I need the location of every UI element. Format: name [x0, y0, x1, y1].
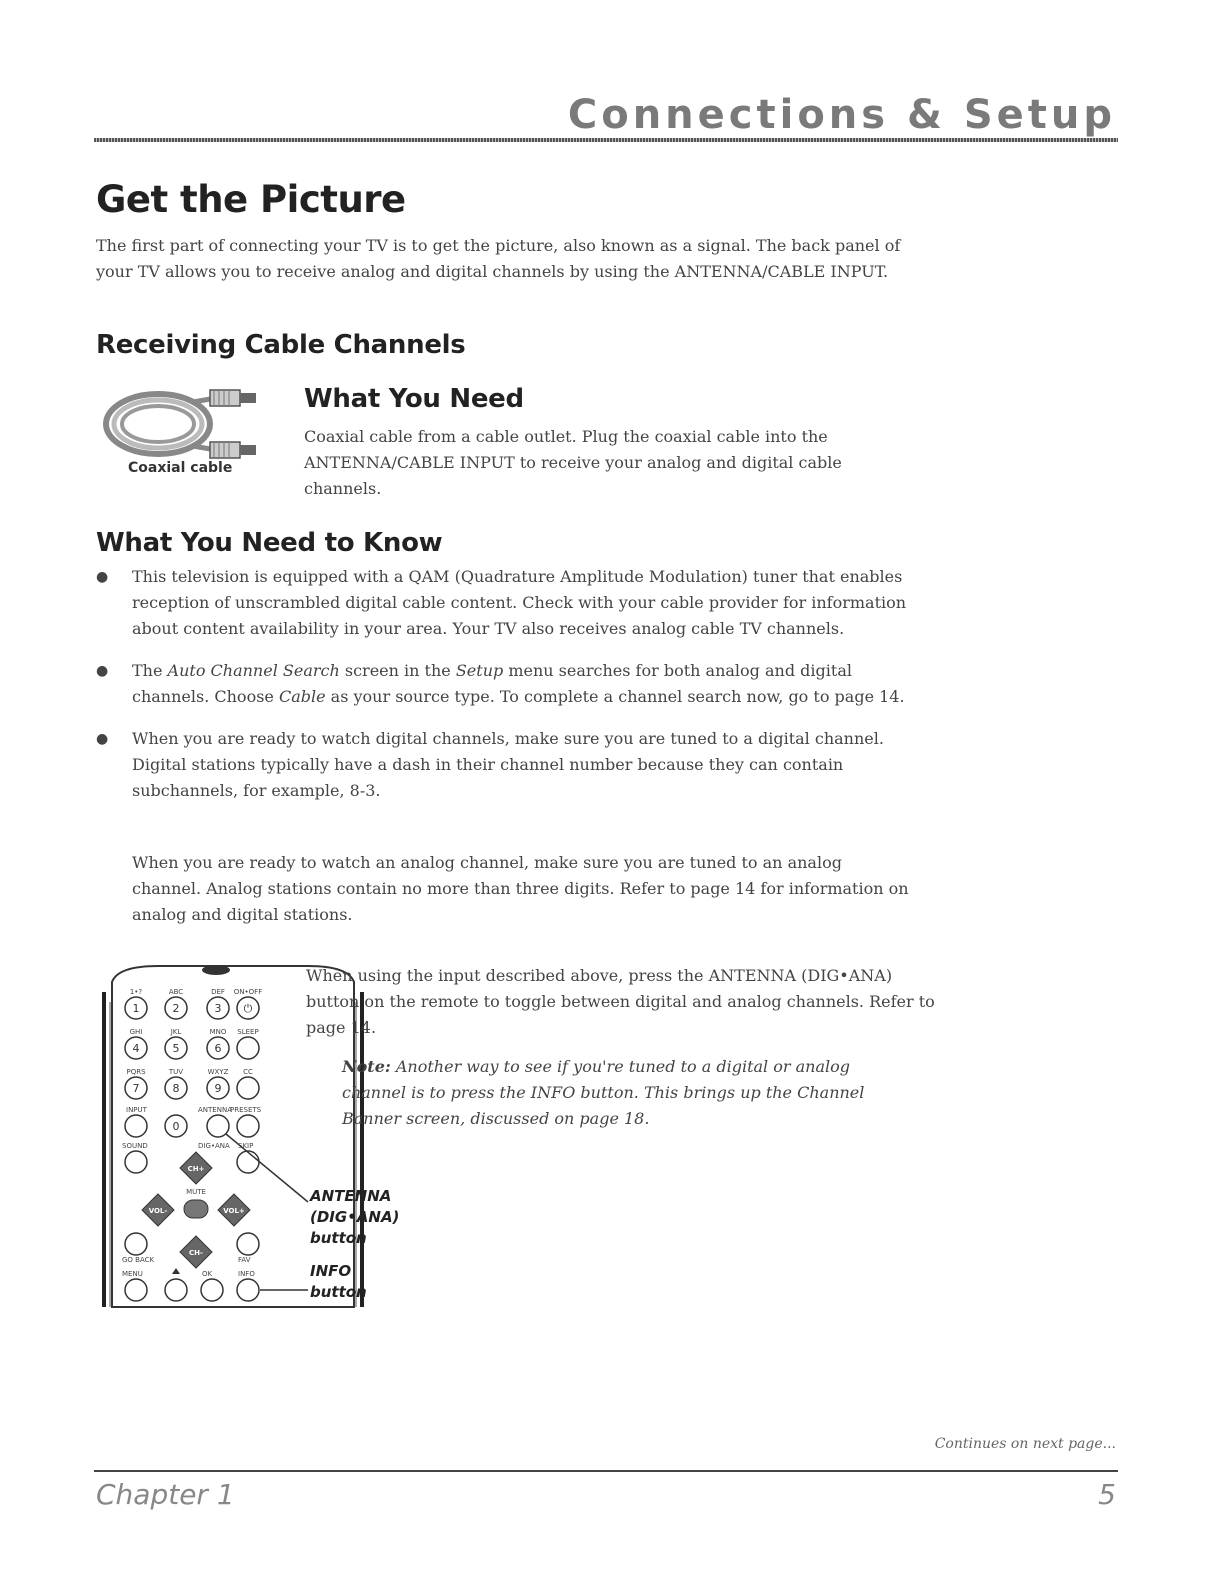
footer-rule — [94, 1470, 1118, 1472]
ch-up-label: CH+ — [187, 1165, 205, 1173]
callout-line: button — [310, 1283, 367, 1301]
remote-label: TUV — [168, 1068, 184, 1076]
bullet-text: When you are ready to watch digital channels, make sure you are tuned to a digital channel. Digital stations typically have a dash in their channel number because they can contain subchannels, for example, 8-3. — [132, 729, 884, 800]
callout-line: button — [310, 1229, 367, 1247]
callout-line: (DIG•ANA) — [310, 1208, 400, 1226]
key-3: 3 — [214, 1002, 222, 1015]
coaxial-cable-image — [98, 384, 268, 464]
key-6: 6 — [214, 1042, 222, 1055]
callout-line: INFO — [310, 1262, 352, 1280]
key-4: 4 — [132, 1042, 140, 1055]
what-you-need-heading: What You Need — [304, 384, 524, 414]
remote-label: MNO — [209, 1028, 227, 1036]
remote-label: CC — [243, 1068, 253, 1076]
bullet-icon: ● — [96, 569, 109, 585]
note-label: Note: — [342, 1057, 391, 1076]
key-1: 1 — [132, 1002, 140, 1015]
remote-label: ANTENNA — [198, 1106, 232, 1114]
page-title: Get the Picture — [96, 178, 406, 221]
header-rule — [94, 138, 1118, 142]
page-number: 5 — [1098, 1478, 1116, 1511]
bullet-text-pre: The — [132, 661, 168, 680]
bullet-icon: ● — [96, 663, 109, 679]
remote-label: WXYZ — [207, 1068, 229, 1076]
bullet-text-post: as your source type. To complete a channel search now, go to page 14. — [325, 687, 905, 706]
antenna-button-callout — [310, 1186, 399, 1249]
section-title: Connections & Setup — [567, 92, 1116, 138]
remote-label: DEF — [211, 988, 225, 996]
bullet-text: This television is equipped with a QAM (Quadrature Amplitude Modulation) tuner that enables reception of unscrambled digital cable content. Check with your cable provider for information about content availability in your area. Your TV also receives analog cable TV channels. — [132, 567, 907, 638]
remote-label: INPUT — [126, 1106, 147, 1114]
note-text: Another way to see if you're tuned to a digital or analog channel is to press the INFO button. This brings up the Channel Banner screen, discussed on page 18. — [342, 1057, 865, 1128]
remote-label: SLEEP — [237, 1028, 259, 1036]
remote-label: SOUND — [122, 1142, 148, 1150]
list-item — [96, 726, 916, 804]
list-item — [96, 658, 916, 710]
ch-down-label: CH- — [189, 1249, 203, 1257]
remote-label: 1•? — [129, 988, 143, 996]
remote-label: GHI — [129, 1028, 143, 1036]
bullet-text-mid: screen in the — [339, 661, 456, 680]
key-2: 2 — [172, 1002, 180, 1015]
auto-channel-search-term: Auto Channel Search — [167, 661, 340, 680]
remote-label: SKIP — [238, 1142, 254, 1150]
intro-paragraph: The first part of connecting your TV is to get the picture, also known as a signal. The back panel of your TV allows you to receive analog and digital channels by using the ANTENNA/CABLE INPUT. — [96, 236, 901, 281]
key-9: 9 — [214, 1082, 222, 1095]
cable-term: Cable — [278, 687, 326, 706]
key-7: 7 — [132, 1082, 140, 1095]
remote-label: ABC — [168, 988, 184, 996]
list-item — [96, 564, 916, 642]
remote-label: INFO — [238, 1270, 255, 1278]
remote-label: GO BACK — [122, 1256, 155, 1264]
setup-term: Setup — [455, 661, 504, 680]
remote-label: DIG•ANA — [198, 1142, 230, 1150]
remote-label: PRESETS — [230, 1106, 262, 1114]
vol-down-label: VOL- — [148, 1207, 168, 1215]
vol-up-label: VOL+ — [223, 1207, 245, 1215]
cable-heading: Receiving Cable Channels — [96, 330, 466, 360]
power-icon: ⏻ — [243, 1002, 253, 1015]
remote-label: PQRS — [126, 1068, 146, 1076]
key-5: 5 — [172, 1042, 180, 1055]
remote-label: MENU — [122, 1270, 143, 1278]
continues-note: Continues on next page... — [934, 1436, 1116, 1452]
chapter-label: Chapter 1 — [96, 1478, 235, 1511]
coaxial-cable-caption: Coaxial cable — [128, 460, 233, 476]
bullet-icon: ● — [96, 731, 109, 747]
remote-label: OK — [202, 1270, 213, 1278]
know-bullet-list — [96, 564, 916, 820]
callout-line: ANTENNA — [310, 1187, 392, 1205]
bullet-text-mid: menu searches for both analog and digital channels. Choose — [132, 661, 852, 706]
remote-label: MUTE — [186, 1188, 206, 1196]
note-paragraph — [342, 1054, 902, 1132]
analog-paragraph: When you are ready to watch an analog channel, make sure you are tuned to an analog channel. Analog stations contain no more than three digits. Refer to page 14 for information on analog and digital stations. — [132, 853, 909, 924]
remote-label: FAV — [238, 1256, 251, 1264]
info-button-callout — [310, 1261, 367, 1303]
key-0: 0 — [172, 1120, 180, 1133]
remote-label: ON•OFF — [233, 988, 263, 996]
key-8: 8 — [172, 1082, 180, 1095]
remote-paragraph: When using the input described above, press the ANTENNA (DIG•ANA) button on the remote to toggle between digital and analog channels. Refer to page 14. — [306, 966, 935, 1037]
what-you-need-text: Coaxial cable from a cable outlet. Plug the coaxial cable into the ANTENNA/CABLE INPUT to receive your analog and digital cable channels. — [304, 427, 842, 498]
remote-label: JKL — [170, 1028, 182, 1036]
know-heading: What You Need to Know — [96, 528, 443, 558]
